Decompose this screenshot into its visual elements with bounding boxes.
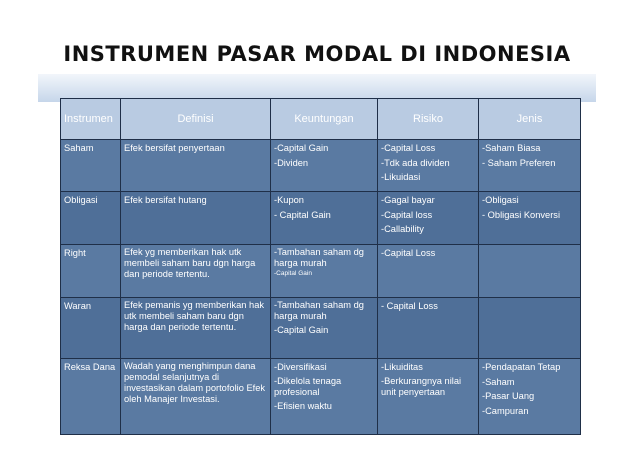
cell-keuntungan: -Kupon - Capital Gain bbox=[271, 192, 378, 244]
cell-jenis: -Pendapatan Tetap -Saham -Pasar Uang -Campuran bbox=[479, 359, 581, 435]
table-row bbox=[61, 297, 581, 359]
cell-keuntungan: -Tambahan saham dg harga murah -Capital Gain bbox=[271, 244, 378, 297]
cell-risiko: -Gagal bayar -Capital loss -Callability bbox=[378, 192, 479, 244]
table-row bbox=[61, 359, 581, 435]
cell-keuntungan: -Capital Gain -Dividen bbox=[271, 140, 378, 192]
instrument-table bbox=[60, 98, 581, 435]
slide bbox=[38, 20, 596, 428]
header-instrumen: Instrumen bbox=[61, 99, 121, 140]
cell-jenis: -Saham Biasa - Saham Preferen bbox=[479, 140, 581, 192]
table-row bbox=[61, 192, 581, 244]
header-row bbox=[61, 99, 581, 140]
page-title: INSTRUMEN PASAR MODAL DI INDONESIA bbox=[63, 42, 571, 66]
cell-definisi: Wadah yang menghimpun dana pemodal selanjutnya di investasikan dalam portofolio Efek oleh Manajer Investasi. bbox=[121, 359, 271, 435]
cell-instrumen: Waran bbox=[61, 297, 121, 359]
table-row bbox=[61, 244, 581, 297]
cell-jenis: -Obligasi - Obligasi Konversi bbox=[479, 192, 581, 244]
cell-instrumen: Obligasi bbox=[61, 192, 121, 244]
cell-risiko: - Capital Loss bbox=[378, 297, 479, 359]
cell-definisi: Efek pemanis yg memberikan hak utk membeli saham baru dgn harga dan periode tertentu. bbox=[121, 297, 271, 359]
table-row bbox=[61, 140, 581, 192]
header-keuntungan: Keuntungan bbox=[271, 99, 378, 140]
cell-jenis bbox=[479, 297, 581, 359]
cell-risiko: -Likuiditas -Berkurangnya nilai unit penyertaan bbox=[378, 359, 479, 435]
cell-jenis bbox=[479, 244, 581, 297]
cell-keuntungan: -Diversifikasi -Dikelola tenaga profesional -Efisien waktu bbox=[271, 359, 378, 435]
header-risiko: Risiko bbox=[378, 99, 479, 140]
cell-definisi: Efek bersifat penyertaan bbox=[121, 140, 271, 192]
cell-risiko: -Capital Loss bbox=[378, 244, 479, 297]
header-definisi: Definisi bbox=[121, 99, 271, 140]
cell-instrumen: Reksa Dana bbox=[61, 359, 121, 435]
cell-keuntungan: -Tambahan saham dg harga murah -Capital Gain bbox=[271, 297, 378, 359]
header-jenis: Jenis bbox=[479, 99, 581, 140]
cell-risiko: -Capital Loss -Tdk ada dividen -Likuidasi bbox=[378, 140, 479, 192]
cell-instrumen: Right bbox=[61, 244, 121, 297]
cell-definisi: Efek yg memberikan hak utk membeli saham baru dgn harga dan periode tertentu. bbox=[121, 244, 271, 297]
cell-definisi: Efek bersifat hutang bbox=[121, 192, 271, 244]
cell-instrumen: Saham bbox=[61, 140, 121, 192]
